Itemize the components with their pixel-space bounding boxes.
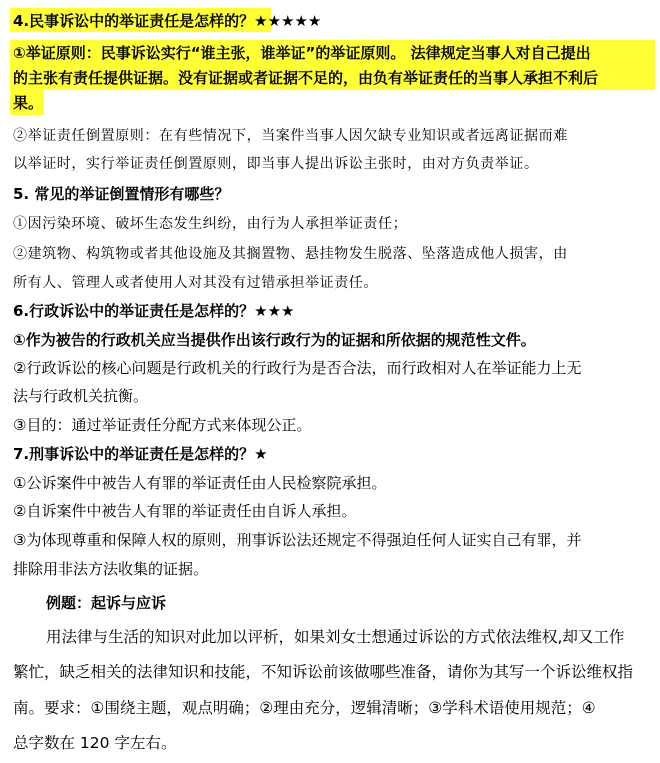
q6-item-2-line-1: ②行政诉讼的核心问题是行政机关的行政行为是否合法，而行政相对人在举证能力上无 <box>13 359 582 377</box>
q6-item-3: ③目的：通过举证责任分配方式来体现公正。 <box>13 416 312 434</box>
example-title: 例题：起诉与应诉 <box>46 594 167 612</box>
q7-item-3-line-2: 排除用非法方法收集的证据。 <box>13 560 209 578</box>
example-text-line-1: 用法律与生活的知识对此加以评析，如果刘女士想通过诉讼的方式依法维权,却又工作 <box>46 628 625 646</box>
q7-item-3-line-1: ③为体现尊重和保障人权的原则，刑事诉讼法还规定不得强迫任何人证实自己有罪，并 <box>13 531 582 549</box>
example-text-line-4: 总字数在 120 字左右。 <box>13 734 177 752</box>
principle-line-2: 的主张有责任提供证据。没有证据或者证据不足的，由负有举证责任的当事人承担不利后 <box>13 69 599 87</box>
q7-item-1: ①公诉案件中被告人有罪的举证责任由人民检察院承担。 <box>13 474 387 492</box>
heading-q6: 6.行政诉讼中的举证责任是怎样的？★★★ <box>13 302 295 320</box>
q6-item-1: ①作为被告的行政机关应当提供作出该行政行为的证据和所依据的规范性文件。 <box>13 331 536 349</box>
heading-q4: 4.民事诉讼中的举证责任是怎样的？★★★★★ <box>13 12 322 30</box>
q5-item-2-line-2: 所有人、管理人或者使用人对其没有过错承担举证责任。 <box>13 275 378 291</box>
q5-item-2-line-1: ②建筑物、构筑物或者其他设施及其搁置物、悬挂物发生脱落、坠落造成他人损害，由 <box>13 246 568 262</box>
principle-line-3: 果。 <box>13 94 44 112</box>
heading-q5: 5. 常见的举证倒置情形有哪些？ <box>13 185 230 203</box>
principle-line-1: ①举证原则：民事诉讼实行“谁主张，谁举证”的举证原则。 法律规定当事人对自己提出 <box>13 44 591 62</box>
q6-item-2-line-2: 法与行政机关抗衡。 <box>13 387 149 405</box>
example-text-line-3: 南。要求：①围绕主题，观点明确；②理由充分，逻辑清晰；③学科术语使用规范；④ <box>13 699 596 717</box>
reversal-line-2: 以举证时，实行举证责任倒置原则，即当事人提出诉讼主张时，由对方负责举证。 <box>13 156 539 172</box>
q5-item-1: ①因污染环境、破坏生态发生纠纷，由行为人承担举证责任； <box>13 216 408 232</box>
q7-item-2: ②自诉案件中被告人有罪的举证责任由自诉人承担。 <box>13 502 357 520</box>
example-text-line-2: 繁忙，缺乏相关的法律知识和技能，不知诉讼前该做哪些准备，请你为其写一个诉讼维权指 <box>13 663 634 681</box>
reversal-line-1: ②举证责任倒置原则：在有些情况下，当案件当事人因欠缺专业知识或者远离证据而难 <box>13 128 568 144</box>
heading-q7: 7.刑事诉讼中的举证责任是怎样的？★ <box>13 445 268 463</box>
